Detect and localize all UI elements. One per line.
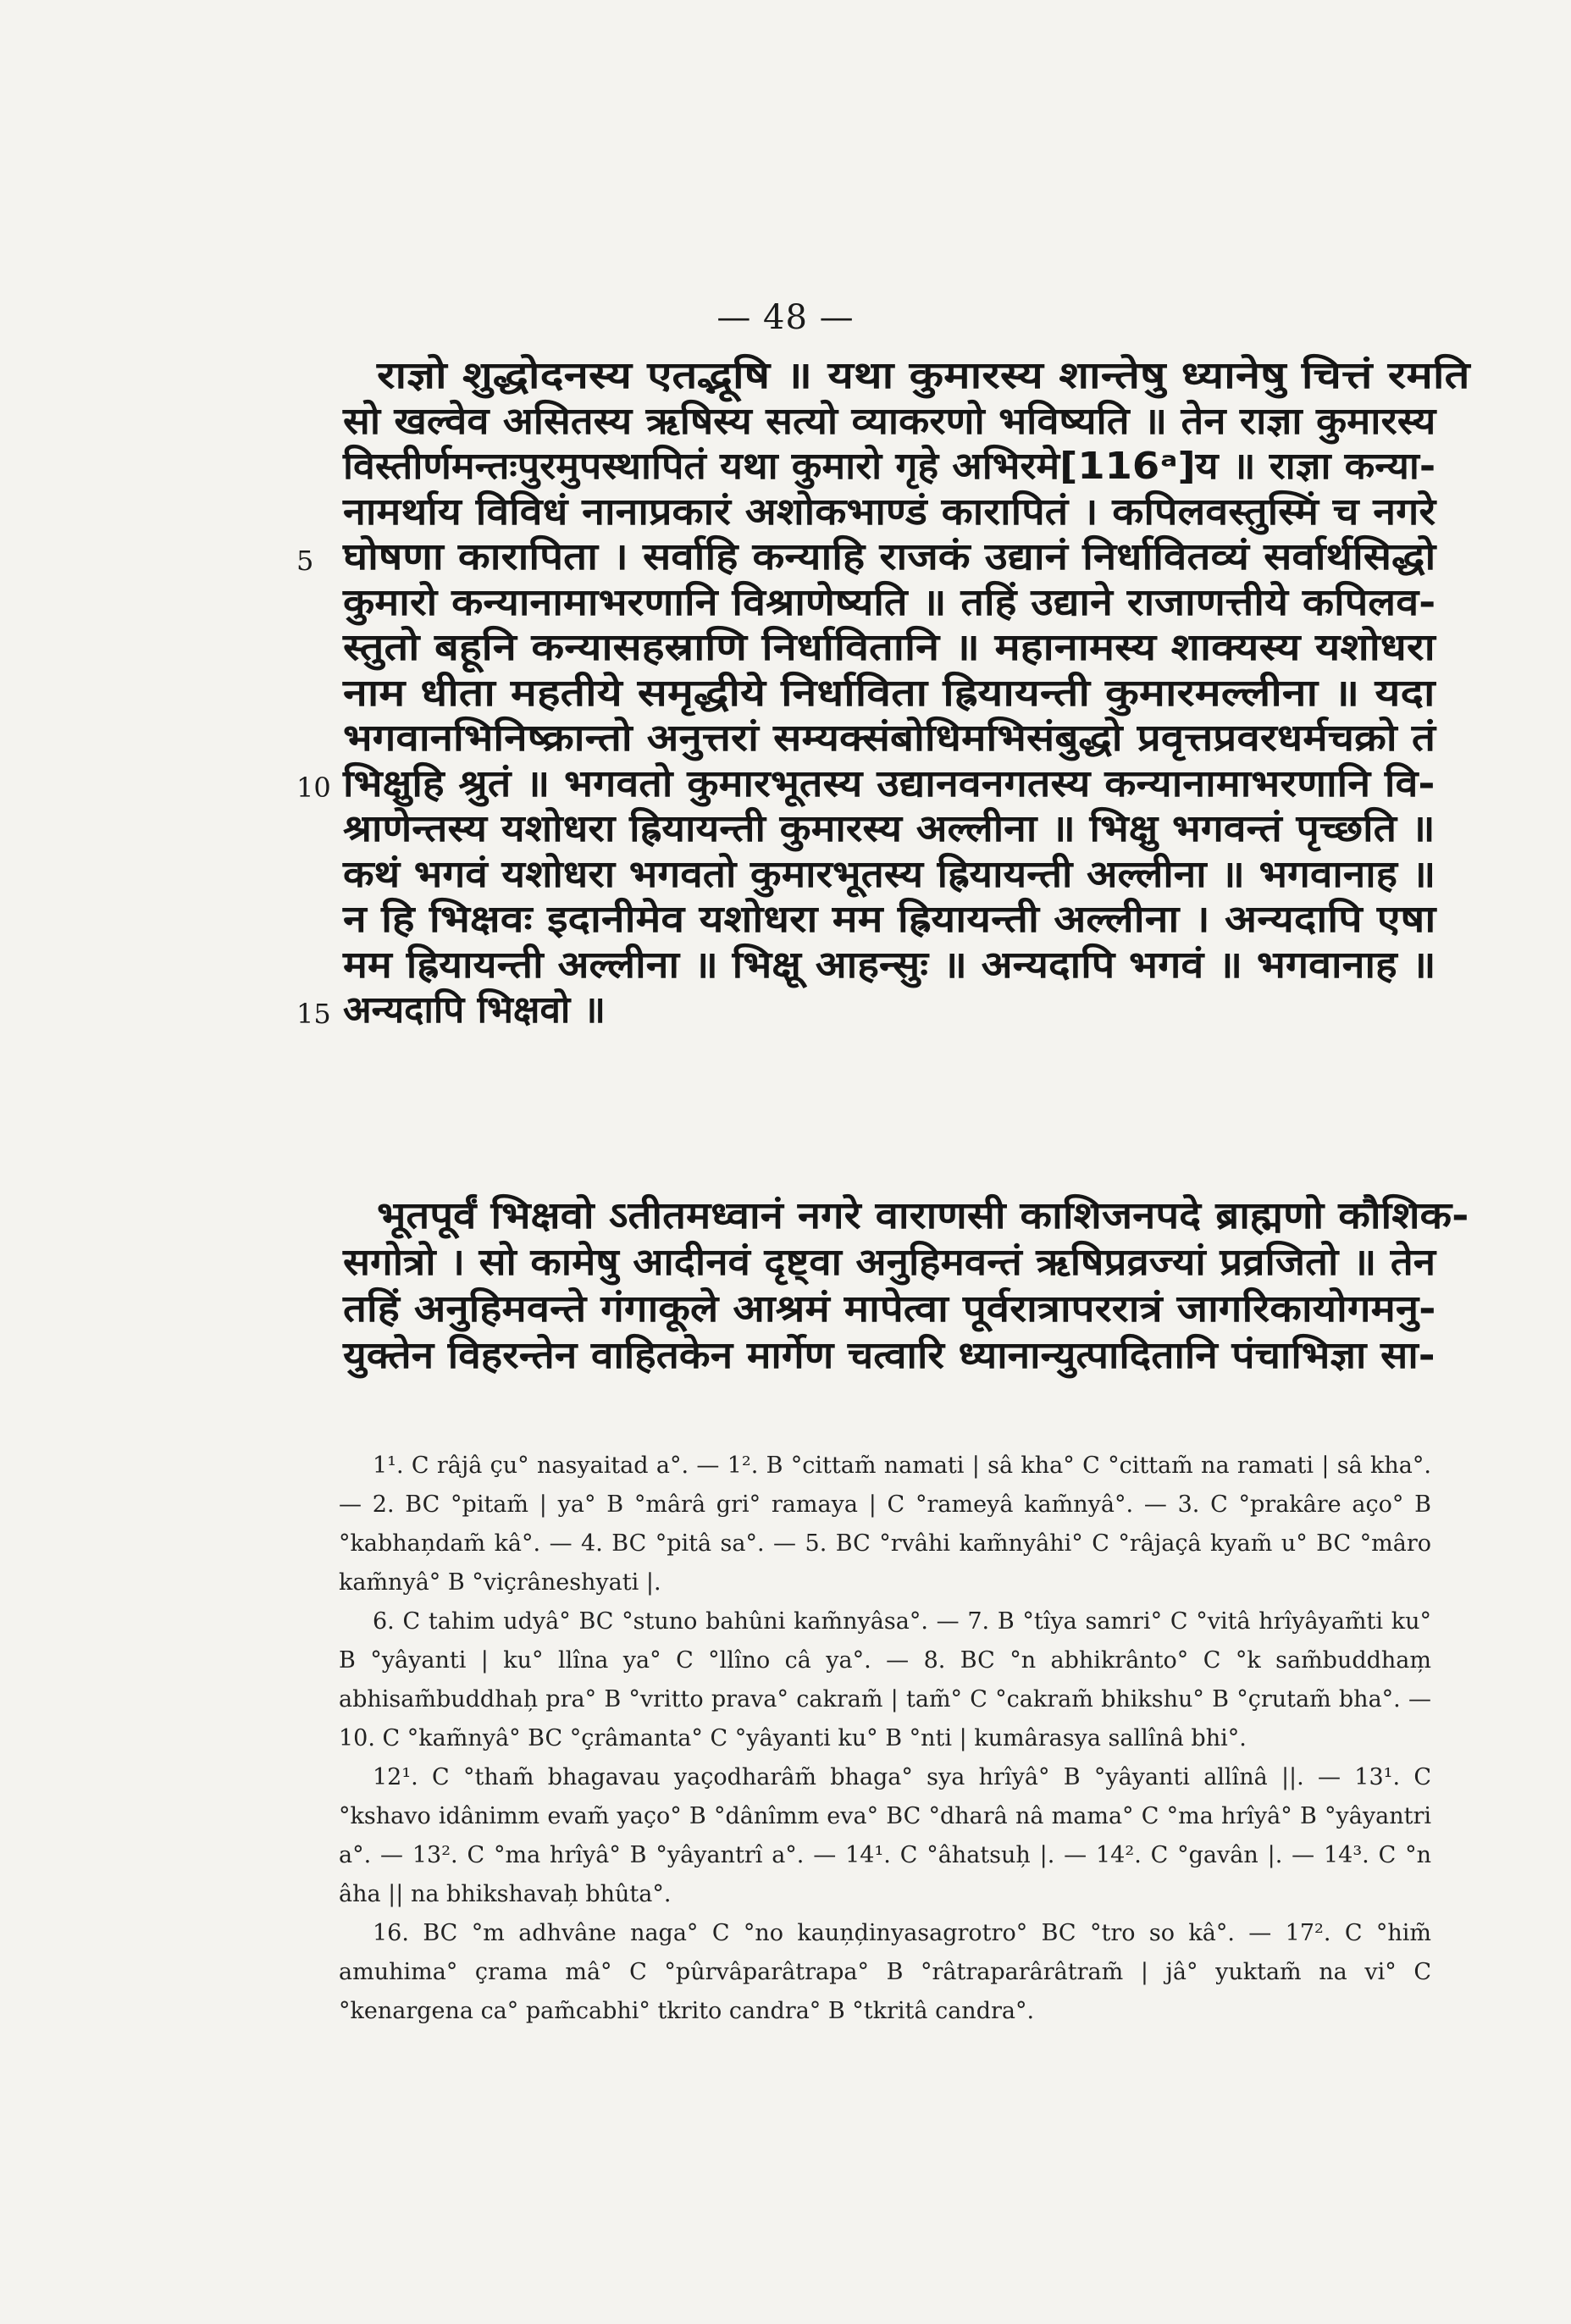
- page-number: — 48 —: [716, 298, 855, 337]
- text-line: भगवानभिनिष्क्रान्तो अनुत्तरां सम्यक्संबोधिमभिसंबुद्धो प्रवृत्तप्रवरधर्मचक्रो तं: [343, 717, 1435, 760]
- footnotes: [339, 1447, 1431, 2031]
- footnote-paragraph: 1¹. C râjâ çu° nasyaitad a°. — 1². B °cittam̃ namati | sâ kha° C °cittam̃ na ramati | sâ kha°. — 2. BC °pitam̃ | ya° B °mârâ gri° ramaya | C °rameyâ kam̃nyâ°. — 3. C °prakâre aço° B °kabhan̦dam̃ kâ°. — 4. BC °pitâ sa°. — 5. BC °rvâhi kam̃nyâhi° C °râjaçâ kyam̃ u° BC °mâro kam̃nyâ° B °viçrâneshyati |.: [339, 1452, 1431, 1596]
- text-line: श्राणेन्तस्य यशोधरा ह्रियायन्ती कुमारस्य अल्लीना ॥ भिक्षु भगवन्तं पृच्छति ॥: [343, 807, 1435, 850]
- text-line: राज्ञो शुद्धोदनस्य एतद्भूषि ॥ यथा कुमारस्य शान्तेषु ध्यानेषु चित्तं रमति: [377, 354, 1470, 397]
- text-line: नाम धीता महतीये समृद्धीये निर्धाविता ह्रियायन्ती कुमारमल्लीना ॥ यदा: [343, 671, 1435, 715]
- footnote-paragraph: 12¹. C °tham̃ bhagavau yaçodharâm̃ bhaga° sya hrîyâ° B °yâyanti allînâ ||. — 13¹. C °kshavo idânimm evam̃ yaço° B °dânîmm eva° BC °dharâ nâ mama° C °ma hrîyâ° B °yâyantri a°. — 13². C °ma hrîyâ° B °yâyantrî a°. — 14¹. C °âhatsuh̦ |. — 14². C °gavân |. — 14³. C °n âha || na bhikshavah̦ bhûta°.: [339, 1764, 1431, 1907]
- text-line: कुमारो कन्यानामाभरणानि विश्राणेष्यति ॥ तहिं उद्याने राजाणत्तीये कपिलव-: [343, 580, 1436, 624]
- footnote-paragraph: 6. C tahim udyâ° BC °stuno bahûni kam̃nyâsa°. — 7. B °tîya samri° C °vitâ hrîyâyam̃ti ku° B °yâyanti | ku° llîna ya° C °llîno câ ya°. — 8. BC °n abhikrânto° C °k sam̃buddham̦ abhisam̃buddhah̦ pra° B °vritto prava° cakram̃ | tam̃° C °cakram̃ bhikshu° B °çrutam̃ bha°. — 10. C °kam̃nyâ° BC °çrâmanta° C °yâyanti ku° B °nti | kumârasya sallînâ bhi°.: [339, 1608, 1431, 1751]
- text-line: सगोत्रो । सो कामेषु आदीनवं दृष्ट्वा अनुहिमवन्तं ऋषिप्रव्रज्यां प्रव्रजितो ॥ तेन: [343, 1241, 1436, 1284]
- text-line: भूतपूर्वं भिक्षवो ऽतीतमध्वानं नगरे वाराणसी काशिजनपदे ब्राह्मणो कौशिक-: [377, 1194, 1469, 1237]
- text-line: स्तुतो बहूनि कन्यासहस्राणि निर्धावितानि ॥ महानामस्य शाक्यस्य यशोधरा: [343, 626, 1435, 669]
- text-line: मम ह्रियायन्ती अल्लीना ॥ भिक्षू आहन्सुः ॥ अन्यदापि भगवं ॥ भगवानाह ॥: [343, 943, 1436, 987]
- line-number: 10: [296, 771, 331, 804]
- text-line: नामर्थाय विविधं नानाप्रकारं अशोकभाण्डं कारापितं । कपिलवस्तुस्मिं च नगरे: [343, 490, 1436, 534]
- footnote-paragraph: 16. BC °m adhvâne naga° C °no kaun̦d̦inyasagrotro° BC °tro so kâ°. — 17². C °him̃ amuhima° çrama mâ° C °pûrvâparâtrapa° B °râtraparârâtram̃ | jâ° yuktam̃ na vi° C °kenargena ca° pam̃cabhi° tkrito candra° B °tkritâ candra°.: [339, 1920, 1431, 2024]
- text-line: न हि भिक्षवः इदानीमेव यशोधरा मम ह्रियायन्ती अल्लीना । अन्यदापि एषा: [343, 898, 1436, 941]
- text-line: अन्यदापि भिक्षवो ॥: [343, 988, 606, 1032]
- text-line: घोषणा कारापिता । सर्वाहि कन्याहि राजकं उद्यानं निर्धावितव्यं सर्वार्थसिद्धो: [343, 535, 1436, 578]
- text-line: भिक्षुहि श्रुतं ॥ भगवतो कुमारभूतस्य उद्यानवनगतस्य कन्यानामाभरणानि वि-: [343, 761, 1435, 805]
- text-line: तहिं अनुहिमवन्ते गंगाकूले आश्रमं मापेत्वा पूर्वरात्रापररात्रं जागरिकायोगमनु-: [343, 1287, 1436, 1331]
- text-line: विस्तीर्णमन्तःपुरमुपस्थापितं यथा कुमारो गृहे अभिरमे[116ᵃ]य ॥ राज्ञा कन्या-: [343, 445, 1436, 488]
- line-number: 15: [296, 998, 331, 1030]
- text-line: सो खल्वेव असितस्य ऋषिस्य सत्यो व्याकरणो भविष्यति ॥ तेन राज्ञा कुमारस्य: [343, 399, 1436, 443]
- text-line: युक्तेन विहरन्तेन वाहितकेन मार्गेण चत्वारि ध्यानान्युत्पादितानि पंचाभिज्ञा सा-: [343, 1334, 1435, 1377]
- text-line: कथं भगवं यशोधरा भगवतो कुमारभूतस्य ह्रियायन्ती अल्लीना ॥ भगवानाह ॥: [343, 852, 1436, 896]
- line-number: 5: [296, 545, 314, 577]
